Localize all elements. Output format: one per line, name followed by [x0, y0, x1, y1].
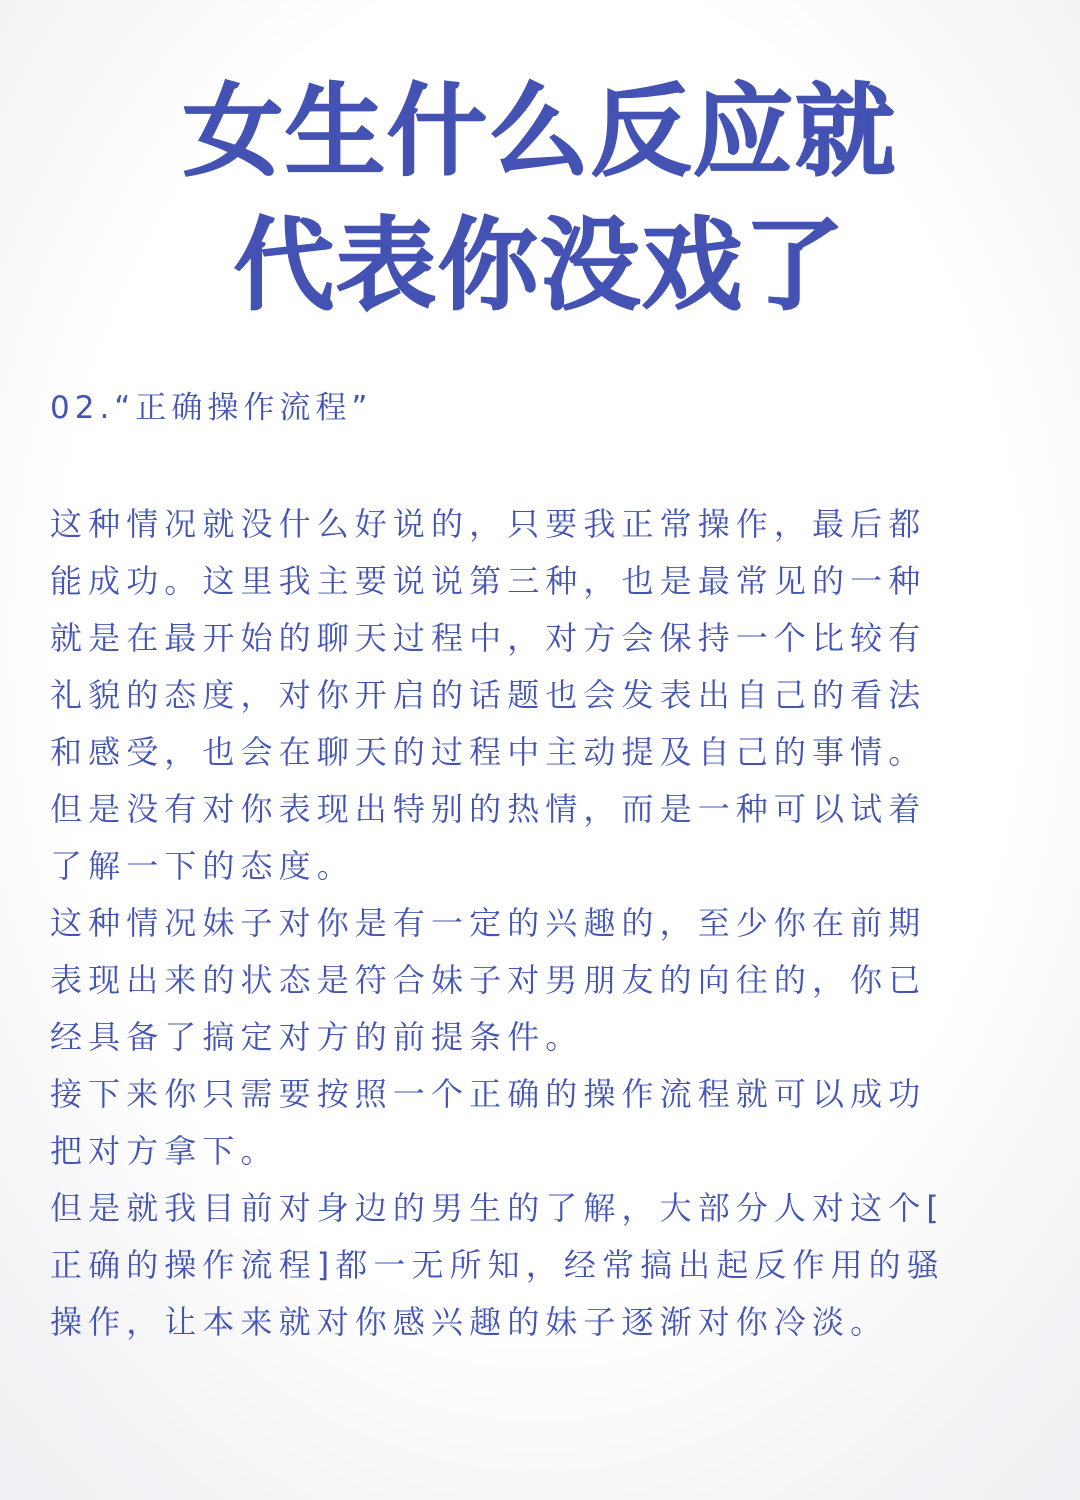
title-line-1: 女生什么反应就: [183, 73, 897, 190]
body-line: 这种情况妹子对你是有一定的兴趣的，至少你在前期: [50, 904, 927, 942]
body-line: 礼貌的态度，对你开启的话题也会发表出自己的看法: [50, 676, 927, 714]
body-line: 把对方拿下。: [50, 1132, 279, 1170]
body-line: 了解一下的态度。: [50, 847, 355, 885]
body-line: 这种情况就没什么好说的，只要我正常操作，最后都: [50, 505, 927, 543]
title-line-2: 代表你没戏了: [234, 207, 846, 324]
body-line: 操作，让本来就对你感兴趣的妹子逐渐对你冷淡。: [50, 1303, 889, 1341]
body-line: 接下来你只需要按照一个正确的操作流程就可以成功: [50, 1075, 927, 1113]
body-line: 但是没有对你表现出特别的热情，而是一种可以试着: [50, 790, 927, 828]
body-line: 就是在最开始的聊天过程中，对方会保持一个比较有: [50, 619, 927, 657]
body-line: 表现出来的状态是符合妹子对男朋友的向往的，你已: [50, 961, 927, 999]
body-paragraphs: [50, 496, 1035, 1351]
body-line: 但是就我目前对身边的男生的了解，大部分人对这个[: [50, 1189, 945, 1227]
body-line: 正确的操作流程]都一无所知，经常搞出起反作用的骚: [50, 1246, 945, 1284]
section-heading: 02.“正确操作流程”: [50, 390, 373, 426]
body-line: 和感受，也会在聊天的过程中主动提及自己的事情。: [50, 733, 927, 771]
body-line: 能成功。这里我主要说说第三种，也是最常见的一种: [50, 562, 927, 600]
body-line: 经具备了搞定对方的前提条件。: [50, 1018, 584, 1056]
